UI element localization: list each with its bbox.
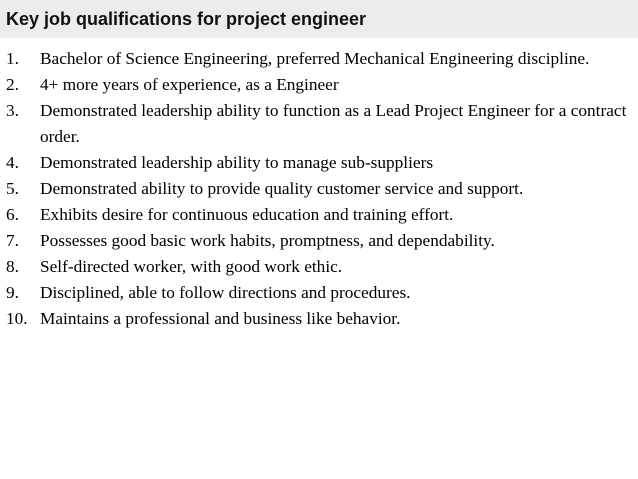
list-item-number: 1. bbox=[6, 49, 19, 68]
list-item bbox=[0, 150, 638, 176]
list-item bbox=[0, 254, 638, 280]
list-item-text: Demonstrated leadership ability to function as a Lead Project Engineer for a contract order. bbox=[40, 101, 627, 146]
list-item bbox=[0, 176, 638, 202]
list-item bbox=[0, 306, 638, 332]
list-item-number: 3. bbox=[6, 101, 19, 120]
list-item bbox=[0, 72, 638, 98]
list-item bbox=[0, 98, 638, 150]
list-item-text: Demonstrated ability to provide quality customer service and support. bbox=[40, 179, 524, 198]
list-item-number: 5. bbox=[6, 179, 19, 198]
list-item-text: Possesses good basic work habits, promptness, and dependability. bbox=[40, 231, 495, 250]
list-item bbox=[0, 46, 638, 72]
list-item bbox=[0, 228, 638, 254]
list-item bbox=[0, 280, 638, 306]
list-item-number: 9. bbox=[6, 283, 19, 302]
list-item-number: 7. bbox=[6, 231, 19, 250]
header-bar bbox=[0, 0, 638, 38]
list-item-number: 10. bbox=[6, 309, 28, 328]
list-item-text: Self-directed worker, with good work ethic. bbox=[40, 257, 343, 276]
qualifications-list bbox=[0, 46, 638, 332]
list-item-text: Maintains a professional and business like behavior. bbox=[40, 309, 401, 328]
list-item-number: 6. bbox=[6, 205, 19, 224]
list-item-text: Disciplined, able to follow directions and procedures. bbox=[40, 283, 411, 302]
list-item-text: Bachelor of Science Engineering, preferred Mechanical Engineering discipline. bbox=[40, 49, 590, 68]
list-item-number: 8. bbox=[6, 257, 19, 276]
page-title: Key job qualifications for project engineer bbox=[6, 9, 367, 29]
list-item-text: Demonstrated leadership ability to manage sub-suppliers bbox=[40, 153, 434, 172]
list-item-number: 2. bbox=[6, 75, 19, 94]
list-item-text: 4+ more years of experience, as a Engineer bbox=[40, 75, 339, 94]
list-item bbox=[0, 202, 638, 228]
list-item-number: 4. bbox=[6, 153, 19, 172]
list-item-text: Exhibits desire for continuous education and training effort. bbox=[40, 205, 454, 224]
